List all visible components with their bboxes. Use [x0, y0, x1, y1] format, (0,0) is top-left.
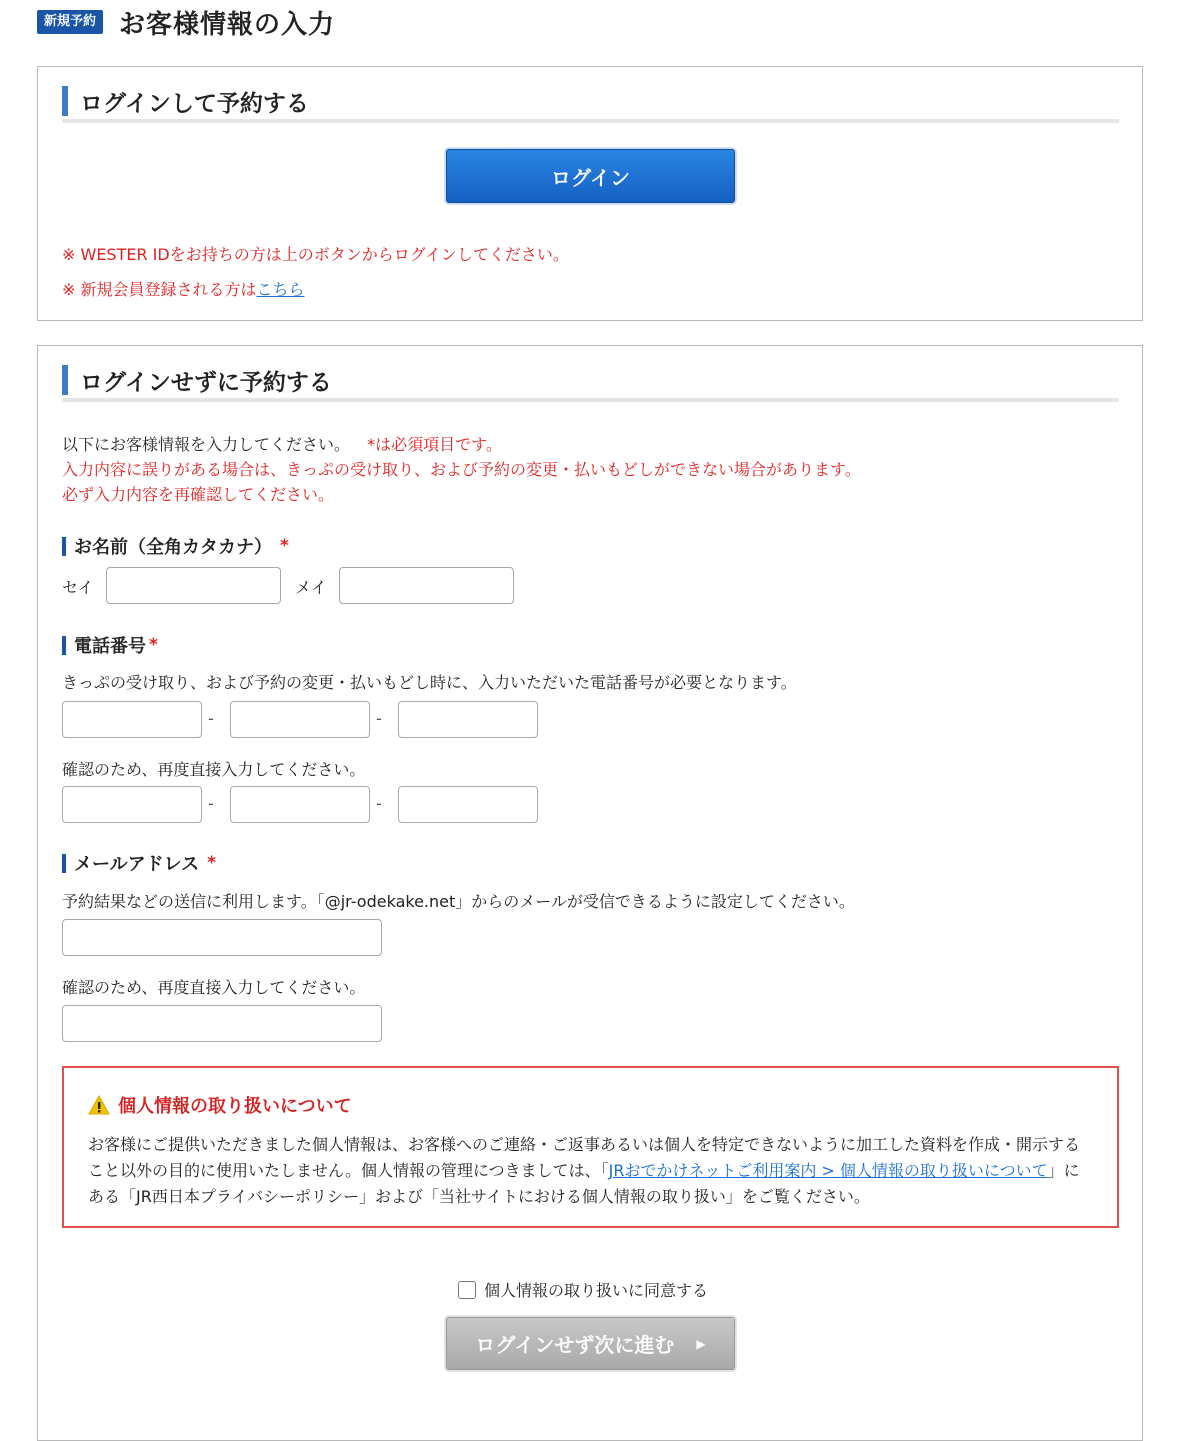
intro-text: [62, 432, 861, 507]
required-mark: *: [280, 536, 289, 556]
label-accent-bar: [62, 636, 66, 655]
register-note: [62, 277, 305, 300]
email-label: [62, 850, 216, 876]
phone-dash: -: [376, 709, 382, 728]
proceed-without-login-button[interactable]: [446, 1317, 735, 1370]
phone-confirm-text: 確認のため、再度直接入力してください。: [62, 760, 366, 779]
wester-id-note: ※ WESTER IDをお持ちの方は上のボタンからログインしてください。: [62, 245, 569, 264]
guest-section-title: ログインせずに予約する: [80, 369, 332, 396]
privacy-text-part2: 」にある「JR西日本プライバシーポリシー」および「当社サイトにおける個人情報の取り扱い」をご覧ください。: [88, 1161, 1080, 1206]
privacy-agree-label: 個人情報の取り扱いに同意する: [484, 1281, 709, 1300]
heading-accent-bar: [62, 365, 68, 395]
label-accent-bar: [62, 537, 66, 556]
guest-section-heading: [62, 362, 1119, 402]
page-header: [37, 4, 335, 40]
required-mark: *: [149, 635, 158, 655]
name-label: [62, 533, 289, 559]
intro-line-2: 入力内容に誤りがある場合は、きっぷの受け取り、および予約の変更・払いもどしができない場合があります。: [62, 460, 861, 479]
register-note-text: ※ 新規会員登録される方は: [62, 280, 257, 299]
privacy-title: 個人情報の取り扱いについて: [118, 1096, 352, 1117]
privacy-guide-link[interactable]: JRおでかけネットご利用案内 > 個人情報の取り扱いについて: [608, 1161, 1048, 1180]
intro-instruction: 以下にお客様情報を入力してください。: [62, 435, 351, 454]
phone-confirm-input-3[interactable]: [398, 786, 538, 823]
phone-description: きっぷの受け取り、および予約の変更・払いもどし時に、入力いただいた電話番号が必要となります。: [62, 673, 797, 692]
phone-dash: -: [376, 794, 382, 813]
privacy-notice-box: [62, 1066, 1119, 1228]
proceed-button-label: ログインせず次に進む: [475, 1333, 675, 1357]
phone-dash: -: [208, 709, 214, 728]
email-confirm-text: 確認のため、再度直接入力してください。: [62, 978, 366, 997]
checkbox-box[interactable]: [458, 1281, 476, 1299]
privacy-text-part1: お客様にご提供いただきました個人情報は、お客様へのご連絡・ご返事あるいは個人を特定できないように加工した資料を作成・開示すること以外の目的に使用いたしません。個人情報の管理につきましては、「: [88, 1135, 1081, 1180]
intro-line-1: [62, 432, 861, 457]
sei-label: セイ: [62, 578, 94, 597]
login-section-title: ログインして予約する: [80, 90, 309, 117]
login-section-heading: [62, 83, 1119, 123]
email-label-text: メールアドレス: [74, 854, 200, 875]
login-panel: [37, 66, 1143, 321]
intro-line-3: 必ず入力内容を再確認してください。: [62, 485, 335, 504]
privacy-heading: [88, 1092, 352, 1118]
page-title: お客様情報の入力: [119, 9, 336, 40]
label-accent-bar: [62, 854, 66, 873]
phone-label: [62, 632, 158, 658]
phone-input-2[interactable]: [230, 701, 370, 738]
register-link[interactable]: こちら: [256, 280, 305, 299]
intro-required-note: *は必須項目です。: [367, 435, 502, 454]
sei-input[interactable]: [106, 567, 281, 604]
heading-accent-bar: [62, 86, 68, 116]
new-reservation-badge: 新規予約: [37, 10, 103, 34]
mei-label: メイ: [295, 578, 327, 597]
mei-input[interactable]: [339, 567, 514, 604]
email-description: 予約結果などの送信に利用します。「@jr-odekake.net」からのメールが受信できるように設定してください。: [62, 892, 855, 911]
guest-panel: [37, 345, 1143, 1441]
phone-dash: -: [208, 794, 214, 813]
warning-icon: [88, 1095, 110, 1115]
phone-input-1[interactable]: [62, 701, 202, 738]
phone-confirm-input-2[interactable]: [230, 786, 370, 823]
phone-confirm-input-1[interactable]: [62, 786, 202, 823]
privacy-body: [88, 1132, 1088, 1210]
phone-input-3[interactable]: [398, 701, 538, 738]
phone-label-text: 電話番号: [74, 636, 146, 657]
email-confirm-input[interactable]: [62, 1005, 382, 1042]
login-button[interactable]: ログイン: [446, 149, 735, 203]
privacy-agree-checkbox[interactable]: [458, 1278, 708, 1301]
chevron-right-icon: ▶: [696, 1336, 706, 1351]
required-mark: *: [207, 853, 216, 873]
email-input[interactable]: [62, 919, 382, 956]
name-label-text: お名前（全角カタカナ）: [74, 537, 272, 558]
